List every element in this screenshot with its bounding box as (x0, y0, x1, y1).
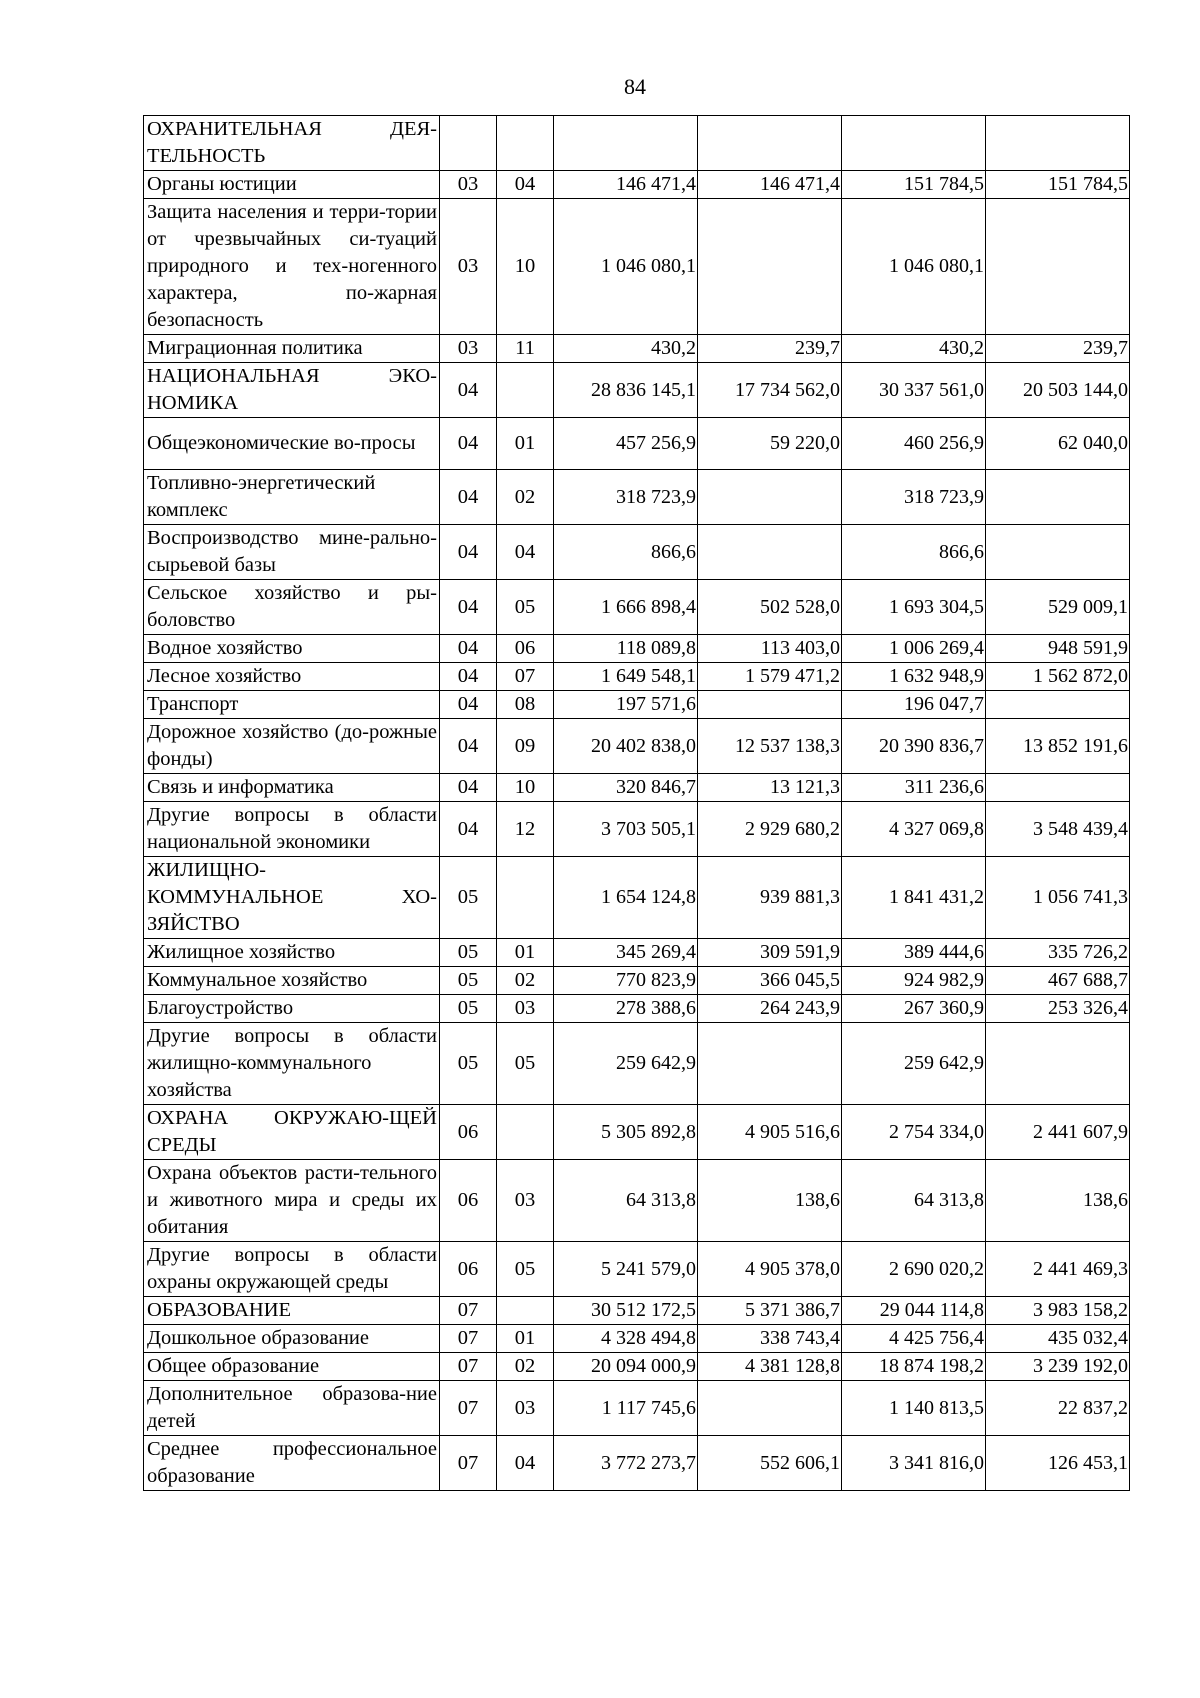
subsection-code: 02 (497, 967, 554, 995)
subsection-code (497, 1105, 554, 1160)
amount-2 (698, 525, 842, 580)
amount-4: 3 983 158,2 (986, 1297, 1130, 1325)
amount-2: 4 381 128,8 (698, 1353, 842, 1381)
subsection-code (497, 363, 554, 418)
amount-1: 197 571,6 (554, 691, 698, 719)
amount-4 (986, 199, 1130, 335)
section-code: 05 (440, 967, 497, 995)
amount-4 (986, 1023, 1130, 1105)
amount-1: 28 836 145,1 (554, 363, 698, 418)
amount-3: 1 140 813,5 (842, 1381, 986, 1436)
amount-4: 253 326,4 (986, 995, 1130, 1023)
amount-4: 3 239 192,0 (986, 1353, 1130, 1381)
amount-4: 126 453,1 (986, 1436, 1130, 1491)
row-name: Лесное хозяйство (144, 663, 440, 691)
amount-4: 62 040,0 (986, 418, 1130, 470)
amount-1: 457 256,9 (554, 418, 698, 470)
amount-4 (986, 525, 1130, 580)
table-row (144, 1297, 1130, 1325)
amount-2: 17 734 562,0 (698, 363, 842, 418)
section-code: 06 (440, 1160, 497, 1242)
subsection-code: 05 (497, 1242, 554, 1297)
table-row (144, 525, 1130, 580)
amount-4: 13 852 191,6 (986, 719, 1130, 774)
amount-4 (986, 470, 1130, 525)
section-code: 04 (440, 691, 497, 719)
amount-2 (698, 116, 842, 171)
table-row (144, 635, 1130, 663)
amount-4: 151 784,5 (986, 171, 1130, 199)
amount-3: 267 360,9 (842, 995, 986, 1023)
amount-4: 2 441 607,9 (986, 1105, 1130, 1160)
row-name: Жилищное хозяйство (144, 939, 440, 967)
table-row (144, 663, 1130, 691)
amount-2: 552 606,1 (698, 1436, 842, 1491)
subsection-code: 01 (497, 1325, 554, 1353)
amount-2: 113 403,0 (698, 635, 842, 663)
amount-4: 239,7 (986, 335, 1130, 363)
amount-3: 29 044 114,8 (842, 1297, 986, 1325)
amount-2: 239,7 (698, 335, 842, 363)
subsection-code: 04 (497, 171, 554, 199)
amount-1: 770 823,9 (554, 967, 698, 995)
amount-1: 259 642,9 (554, 1023, 698, 1105)
amount-1: 20 402 838,0 (554, 719, 698, 774)
amount-3: 866,6 (842, 525, 986, 580)
subsection-code: 03 (497, 1160, 554, 1242)
amount-3: 1 632 948,9 (842, 663, 986, 691)
subsection-code (497, 116, 554, 171)
row-name: Дополнительное образова-ние детей (144, 1381, 440, 1436)
subsection-code: 05 (497, 1023, 554, 1105)
amount-1: 118 089,8 (554, 635, 698, 663)
amount-3: 2 690 020,2 (842, 1242, 986, 1297)
amount-1: 64 313,8 (554, 1160, 698, 1242)
subsection-code: 01 (497, 939, 554, 967)
row-name: Общеэкономические во-просы (144, 418, 440, 470)
amount-4: 2 441 469,3 (986, 1242, 1130, 1297)
section-code: 03 (440, 171, 497, 199)
amount-1: 3 703 505,1 (554, 802, 698, 857)
amount-3: 18 874 198,2 (842, 1353, 986, 1381)
row-name: ОХРАНА ОКРУЖАЮ-ЩЕЙ СРЕДЫ (144, 1105, 440, 1160)
amount-3: 20 390 836,7 (842, 719, 986, 774)
subsection-code: 10 (497, 774, 554, 802)
amount-2: 12 537 138,3 (698, 719, 842, 774)
section-code: 05 (440, 939, 497, 967)
table-row (144, 719, 1130, 774)
subsection-code: 05 (497, 580, 554, 635)
row-name: Воспроизводство мине-рально-сырьевой базы (144, 525, 440, 580)
section-code: 07 (440, 1325, 497, 1353)
amount-2 (698, 1023, 842, 1105)
table-row (144, 774, 1130, 802)
subsection-code: 04 (497, 1436, 554, 1491)
amount-3: 1 841 431,2 (842, 857, 986, 939)
amount-1: 30 512 172,5 (554, 1297, 698, 1325)
amount-4: 529 009,1 (986, 580, 1130, 635)
row-name: Другие вопросы в области охраны окружающей среды (144, 1242, 440, 1297)
amount-3: 1 006 269,4 (842, 635, 986, 663)
amount-2: 2 929 680,2 (698, 802, 842, 857)
row-name: Транспорт (144, 691, 440, 719)
amount-4: 435 032,4 (986, 1325, 1130, 1353)
row-name: Дошкольное образование (144, 1325, 440, 1353)
row-name: Сельское хозяйство и ры-боловство (144, 580, 440, 635)
amount-3: 4 327 069,8 (842, 802, 986, 857)
amount-1: 5 241 579,0 (554, 1242, 698, 1297)
table-row (144, 580, 1130, 635)
row-name: Топливно-энергетический комплекс (144, 470, 440, 525)
amount-3: 151 784,5 (842, 171, 986, 199)
amount-4: 467 688,7 (986, 967, 1130, 995)
amount-2: 138,6 (698, 1160, 842, 1242)
amount-2: 1 579 471,2 (698, 663, 842, 691)
subsection-code: 01 (497, 418, 554, 470)
subsection-code (497, 1297, 554, 1325)
row-name: Другие вопросы в области национальной экономики (144, 802, 440, 857)
amount-2: 5 371 386,7 (698, 1297, 842, 1325)
row-name: Общее образование (144, 1353, 440, 1381)
budget-table-body (144, 116, 1130, 1491)
subsection-code: 06 (497, 635, 554, 663)
amount-1: 278 388,6 (554, 995, 698, 1023)
amount-2 (698, 691, 842, 719)
section-code: 04 (440, 635, 497, 663)
amount-3: 30 337 561,0 (842, 363, 986, 418)
amount-1: 1 649 548,1 (554, 663, 698, 691)
subsection-code: 02 (497, 470, 554, 525)
amount-3 (842, 116, 986, 171)
section-code: 07 (440, 1381, 497, 1436)
section-code: 04 (440, 363, 497, 418)
row-name: Дорожное хозяйство (до-рожные фонды) (144, 719, 440, 774)
table-row (144, 1325, 1130, 1353)
amount-1: 430,2 (554, 335, 698, 363)
amount-4: 1 562 872,0 (986, 663, 1130, 691)
table-row (144, 116, 1130, 171)
row-name: Среднее профессиональное образование (144, 1436, 440, 1491)
amount-4 (986, 691, 1130, 719)
table-row (144, 1105, 1130, 1160)
amount-2: 264 243,9 (698, 995, 842, 1023)
amount-3: 1 046 080,1 (842, 199, 986, 335)
amount-3: 460 256,9 (842, 418, 986, 470)
amount-1: 1 654 124,8 (554, 857, 698, 939)
table-row (144, 1023, 1130, 1105)
table-row (144, 335, 1130, 363)
table-row (144, 363, 1130, 418)
amount-1 (554, 116, 698, 171)
amount-1: 1 046 080,1 (554, 199, 698, 335)
amount-2: 366 045,5 (698, 967, 842, 995)
amount-2: 338 743,4 (698, 1325, 842, 1353)
section-code (440, 116, 497, 171)
table-row (144, 939, 1130, 967)
amount-3: 1 693 304,5 (842, 580, 986, 635)
table-row (144, 418, 1130, 470)
section-code: 04 (440, 418, 497, 470)
table-row (144, 1436, 1130, 1491)
row-name: Охрана объектов расти-тельного и животного мира и среды их обитания (144, 1160, 440, 1242)
table-row (144, 171, 1130, 199)
section-code: 07 (440, 1353, 497, 1381)
amount-1: 345 269,4 (554, 939, 698, 967)
subsection-code: 04 (497, 525, 554, 580)
section-code: 06 (440, 1105, 497, 1160)
row-name: Органы юстиции (144, 171, 440, 199)
table-row (144, 470, 1130, 525)
section-code: 04 (440, 802, 497, 857)
amount-4 (986, 116, 1130, 171)
amount-4 (986, 774, 1130, 802)
subsection-code (497, 857, 554, 939)
section-code: 04 (440, 580, 497, 635)
subsection-code: 02 (497, 1353, 554, 1381)
amount-3: 389 444,6 (842, 939, 986, 967)
row-name: Защита населения и терри-тории от чрезвычайных си-туаций природного и тех-ногенного характера, по-жарная безопасность (144, 199, 440, 335)
amount-1: 5 305 892,8 (554, 1105, 698, 1160)
row-name: Миграционная политика (144, 335, 440, 363)
row-name: Благоустройство (144, 995, 440, 1023)
row-name: Связь и информатика (144, 774, 440, 802)
section-code: 04 (440, 663, 497, 691)
amount-1: 3 772 273,7 (554, 1436, 698, 1491)
amount-2: 309 591,9 (698, 939, 842, 967)
table-row (144, 802, 1130, 857)
subsection-code: 09 (497, 719, 554, 774)
row-name: Водное хозяйство (144, 635, 440, 663)
section-code: 03 (440, 335, 497, 363)
table-row (144, 1381, 1130, 1436)
section-code: 06 (440, 1242, 497, 1297)
section-code: 04 (440, 525, 497, 580)
amount-2: 939 881,3 (698, 857, 842, 939)
table-row (144, 967, 1130, 995)
subsection-code: 11 (497, 335, 554, 363)
amount-2: 4 905 378,0 (698, 1242, 842, 1297)
amount-1: 4 328 494,8 (554, 1325, 698, 1353)
section-code: 07 (440, 1297, 497, 1325)
section-code: 03 (440, 199, 497, 335)
table-row (144, 857, 1130, 939)
section-code: 07 (440, 1436, 497, 1491)
section-code: 05 (440, 1023, 497, 1105)
amount-4: 22 837,2 (986, 1381, 1130, 1436)
amount-4: 948 591,9 (986, 635, 1130, 663)
amount-2: 59 220,0 (698, 418, 842, 470)
table-row (144, 995, 1130, 1023)
subsection-code: 10 (497, 199, 554, 335)
amount-4: 20 503 144,0 (986, 363, 1130, 418)
amount-3: 196 047,7 (842, 691, 986, 719)
amount-1: 1 117 745,6 (554, 1381, 698, 1436)
amount-2 (698, 1381, 842, 1436)
amount-1: 1 666 898,4 (554, 580, 698, 635)
amount-1: 320 846,7 (554, 774, 698, 802)
section-code: 05 (440, 995, 497, 1023)
budget-table (143, 115, 1130, 1491)
subsection-code: 12 (497, 802, 554, 857)
amount-3: 4 425 756,4 (842, 1325, 986, 1353)
amount-2 (698, 199, 842, 335)
amount-2 (698, 470, 842, 525)
table-row (144, 1160, 1130, 1242)
table-row (144, 199, 1130, 335)
subsection-code: 03 (497, 995, 554, 1023)
amount-1: 318 723,9 (554, 470, 698, 525)
amount-2: 13 121,3 (698, 774, 842, 802)
amount-4: 138,6 (986, 1160, 1130, 1242)
row-name: ЖИЛИЩНО-КОММУНАЛЬНОЕ ХО-ЗЯЙСТВО (144, 857, 440, 939)
amount-3: 924 982,9 (842, 967, 986, 995)
amount-3: 311 236,6 (842, 774, 986, 802)
amount-4: 335 726,2 (986, 939, 1130, 967)
section-code: 05 (440, 857, 497, 939)
amount-1: 20 094 000,9 (554, 1353, 698, 1381)
section-code: 04 (440, 470, 497, 525)
subsection-code: 08 (497, 691, 554, 719)
row-name: Коммунальное хозяйство (144, 967, 440, 995)
amount-2: 4 905 516,6 (698, 1105, 842, 1160)
amount-3: 64 313,8 (842, 1160, 986, 1242)
subsection-code: 03 (497, 1381, 554, 1436)
table-row (144, 1353, 1130, 1381)
amount-3: 430,2 (842, 335, 986, 363)
amount-3: 3 341 816,0 (842, 1436, 986, 1491)
row-name: НАЦИОНАЛЬНАЯ ЭКО-НОМИКА (144, 363, 440, 418)
amount-2: 146 471,4 (698, 171, 842, 199)
subsection-code: 07 (497, 663, 554, 691)
amount-1: 866,6 (554, 525, 698, 580)
amount-3: 318 723,9 (842, 470, 986, 525)
row-name: ОХРАНИТЕЛЬНАЯ ДЕЯ-ТЕЛЬНОСТЬ (144, 116, 440, 171)
row-name: ОБРАЗОВАНИЕ (144, 1297, 440, 1325)
amount-1: 146 471,4 (554, 171, 698, 199)
table-row (144, 1242, 1130, 1297)
amount-3: 2 754 334,0 (842, 1105, 986, 1160)
amount-4: 3 548 439,4 (986, 802, 1130, 857)
page-number: 84 (624, 74, 646, 99)
section-code: 04 (440, 774, 497, 802)
section-code: 04 (440, 719, 497, 774)
amount-2: 502 528,0 (698, 580, 842, 635)
amount-4: 1 056 741,3 (986, 857, 1130, 939)
amount-3: 259 642,9 (842, 1023, 986, 1105)
table-row (144, 691, 1130, 719)
row-name: Другие вопросы в области жилищно-коммунального хозяйства (144, 1023, 440, 1105)
